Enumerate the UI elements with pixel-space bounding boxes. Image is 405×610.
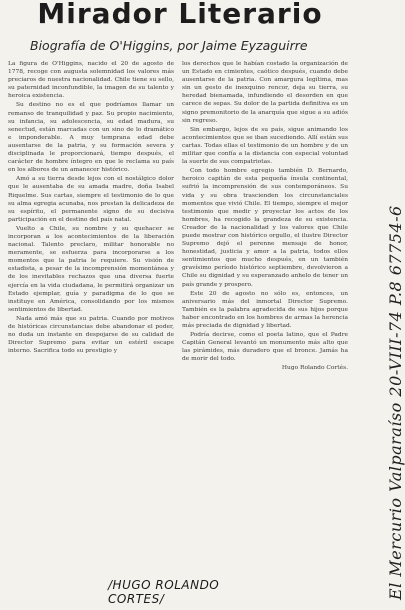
- handwritten-source-note: [364, 90, 404, 610]
- article-subtitle: Biografía de O'Higgins, por Jaime Eyzaguirre: [30, 38, 308, 53]
- handwritten-signature: /HUGO ROLANDO CORTES/: [108, 578, 220, 606]
- paragraph: La figura de O'Higgins, nacido el 20 de agosto de 1778, recoge con augusta solemnidad los valores más preciaros de nuestra nacionalidad. Chile tiene su sello, su paternidad inconfundible, la imagen de su talento y heroica existencia.: [8, 61, 174, 100]
- paragraph: Este 20 de agosto no sólo es, entonces, un aniversario más del inmortal Director Supremo. También es la palabra agradecida de sus hijos porque haber encontrado en los hombres de armas la herencia más preciada de dignidad y libertad.: [182, 290, 348, 329]
- paragraph: Vuelto a Chile, su nombre y su quehacer se incorporan a los acontecimientos de la liberación nacional. Talento preclaro, militar honorable no meramente, se esfuerza para incorporarse a los momentos que la patria le requiere. Su visión de estadista, a pesar de la incomprensión momentánea y de los inevitables rechazos que una diversa fuerte ejercía en la vida ciudadana, le permitirá organizar un Estado ejemplar, guía y paradigma de lo que se instituye en América, consolidando por los mismos sentimientos de libertad.: [8, 225, 174, 313]
- paragraph: Con todo hombre egregio también D. Bernardo, heroico capitán de esta pequeña ínsula continental, sufrió la incomprensión de sus contemporáneos. Su vida y su obra trascienden los circunstanciales momentos que vivió Chile. El tiempo, siempre el mejor testimonio que medir y proyectar los actos de los hombres, ha recogido la grandeza de su existencia. Creador de la nacionalidad y los valores que Chile puede mostrar con histórico orgullo, el ilustre Director Supremo dejó el perenne mensaje de honor, honestidad, justicia y amor a la patria, todos ellos sentimientos que mucho después, en un también gravísimo período histórico septiembre, devolvieron a Chile su dignidad y su esperanzado anhelo de tener un país grande y prospero.: [182, 168, 348, 288]
- paragraph: Nada amó más que su patria. Cuando por motivos de históricas circunstancias debe abandonar el poder, no duda un instante en despojarse de su calidad de Director Supremo para evitar un estéril escape interno. Sacrifica todo su prestigio y: [8, 315, 174, 355]
- paragraph: Podría decirse, como el poeta latino, que el Padre Capitán General levantó un monumento más alto que las pirámides, más duradero que el bronce. Jamás ha de morir del todo.: [182, 332, 348, 363]
- paragraph: Su destino no es el que podríamos llamar un remanso de tranquilidad y paz. Su propio nacimiento, su infancia, su adolescencia, su edad madura, su senectud, están marcadas con un sino de lo dramático e imponderable. A muy temprana edad debe ausentarse de la patria, y su formación severa y disciplinada le proporcionará, tiempo después, el carácter de hombre íntegro en que le reclama su país en los albores de un amanecer histórico.: [8, 102, 174, 174]
- article-column-2: [182, 60, 348, 580]
- paragraph: Sin embargo, lejos de su país, sigue animando los acontecimientos que se iban sucediendo. Allí están sus cartas. Todas ellas el testimonio de un hombre y de un militar que confía a la distancia con especial voluntad la suerte de sus compatriotas.: [182, 126, 348, 166]
- author-byline: Hugo Rolando Cortés.: [281, 365, 348, 372]
- article-body: [8, 60, 348, 580]
- paragraph: los derechos que le habían costado la organización de un Estado en cimientes, caótico después, cuando debe ausentarse de la patria. Con amargura legítima, mas sin un gesto de inexquino rencor, deja su tierra, su heredad bienamada, infundiendo el desorden en que carece de sepas. Su dolor de la partida definitiva es un signo premonitorio de la anarquía que sigue a su adiós sin regreso.: [182, 61, 348, 124]
- paragraph: Amó a su tierra desde lejos con el nostálgico dolor que le ausentaba de su amada madre, doña Isabel Riquelme. Sus cartas, siempre el testimonio de lo que su alma egregia acunaba, nos prestan la delicadeza de su espíritu, el permanente signo de su decisiva participación en el destino del país natal.: [8, 176, 174, 223]
- section-masthead: Mirador Literario: [37, 0, 323, 30]
- source-note-text: El Mercurio Valparaíso 20-VIII-74 P.8 67754-6: [386, 205, 405, 600]
- article-column-1: [8, 60, 174, 580]
